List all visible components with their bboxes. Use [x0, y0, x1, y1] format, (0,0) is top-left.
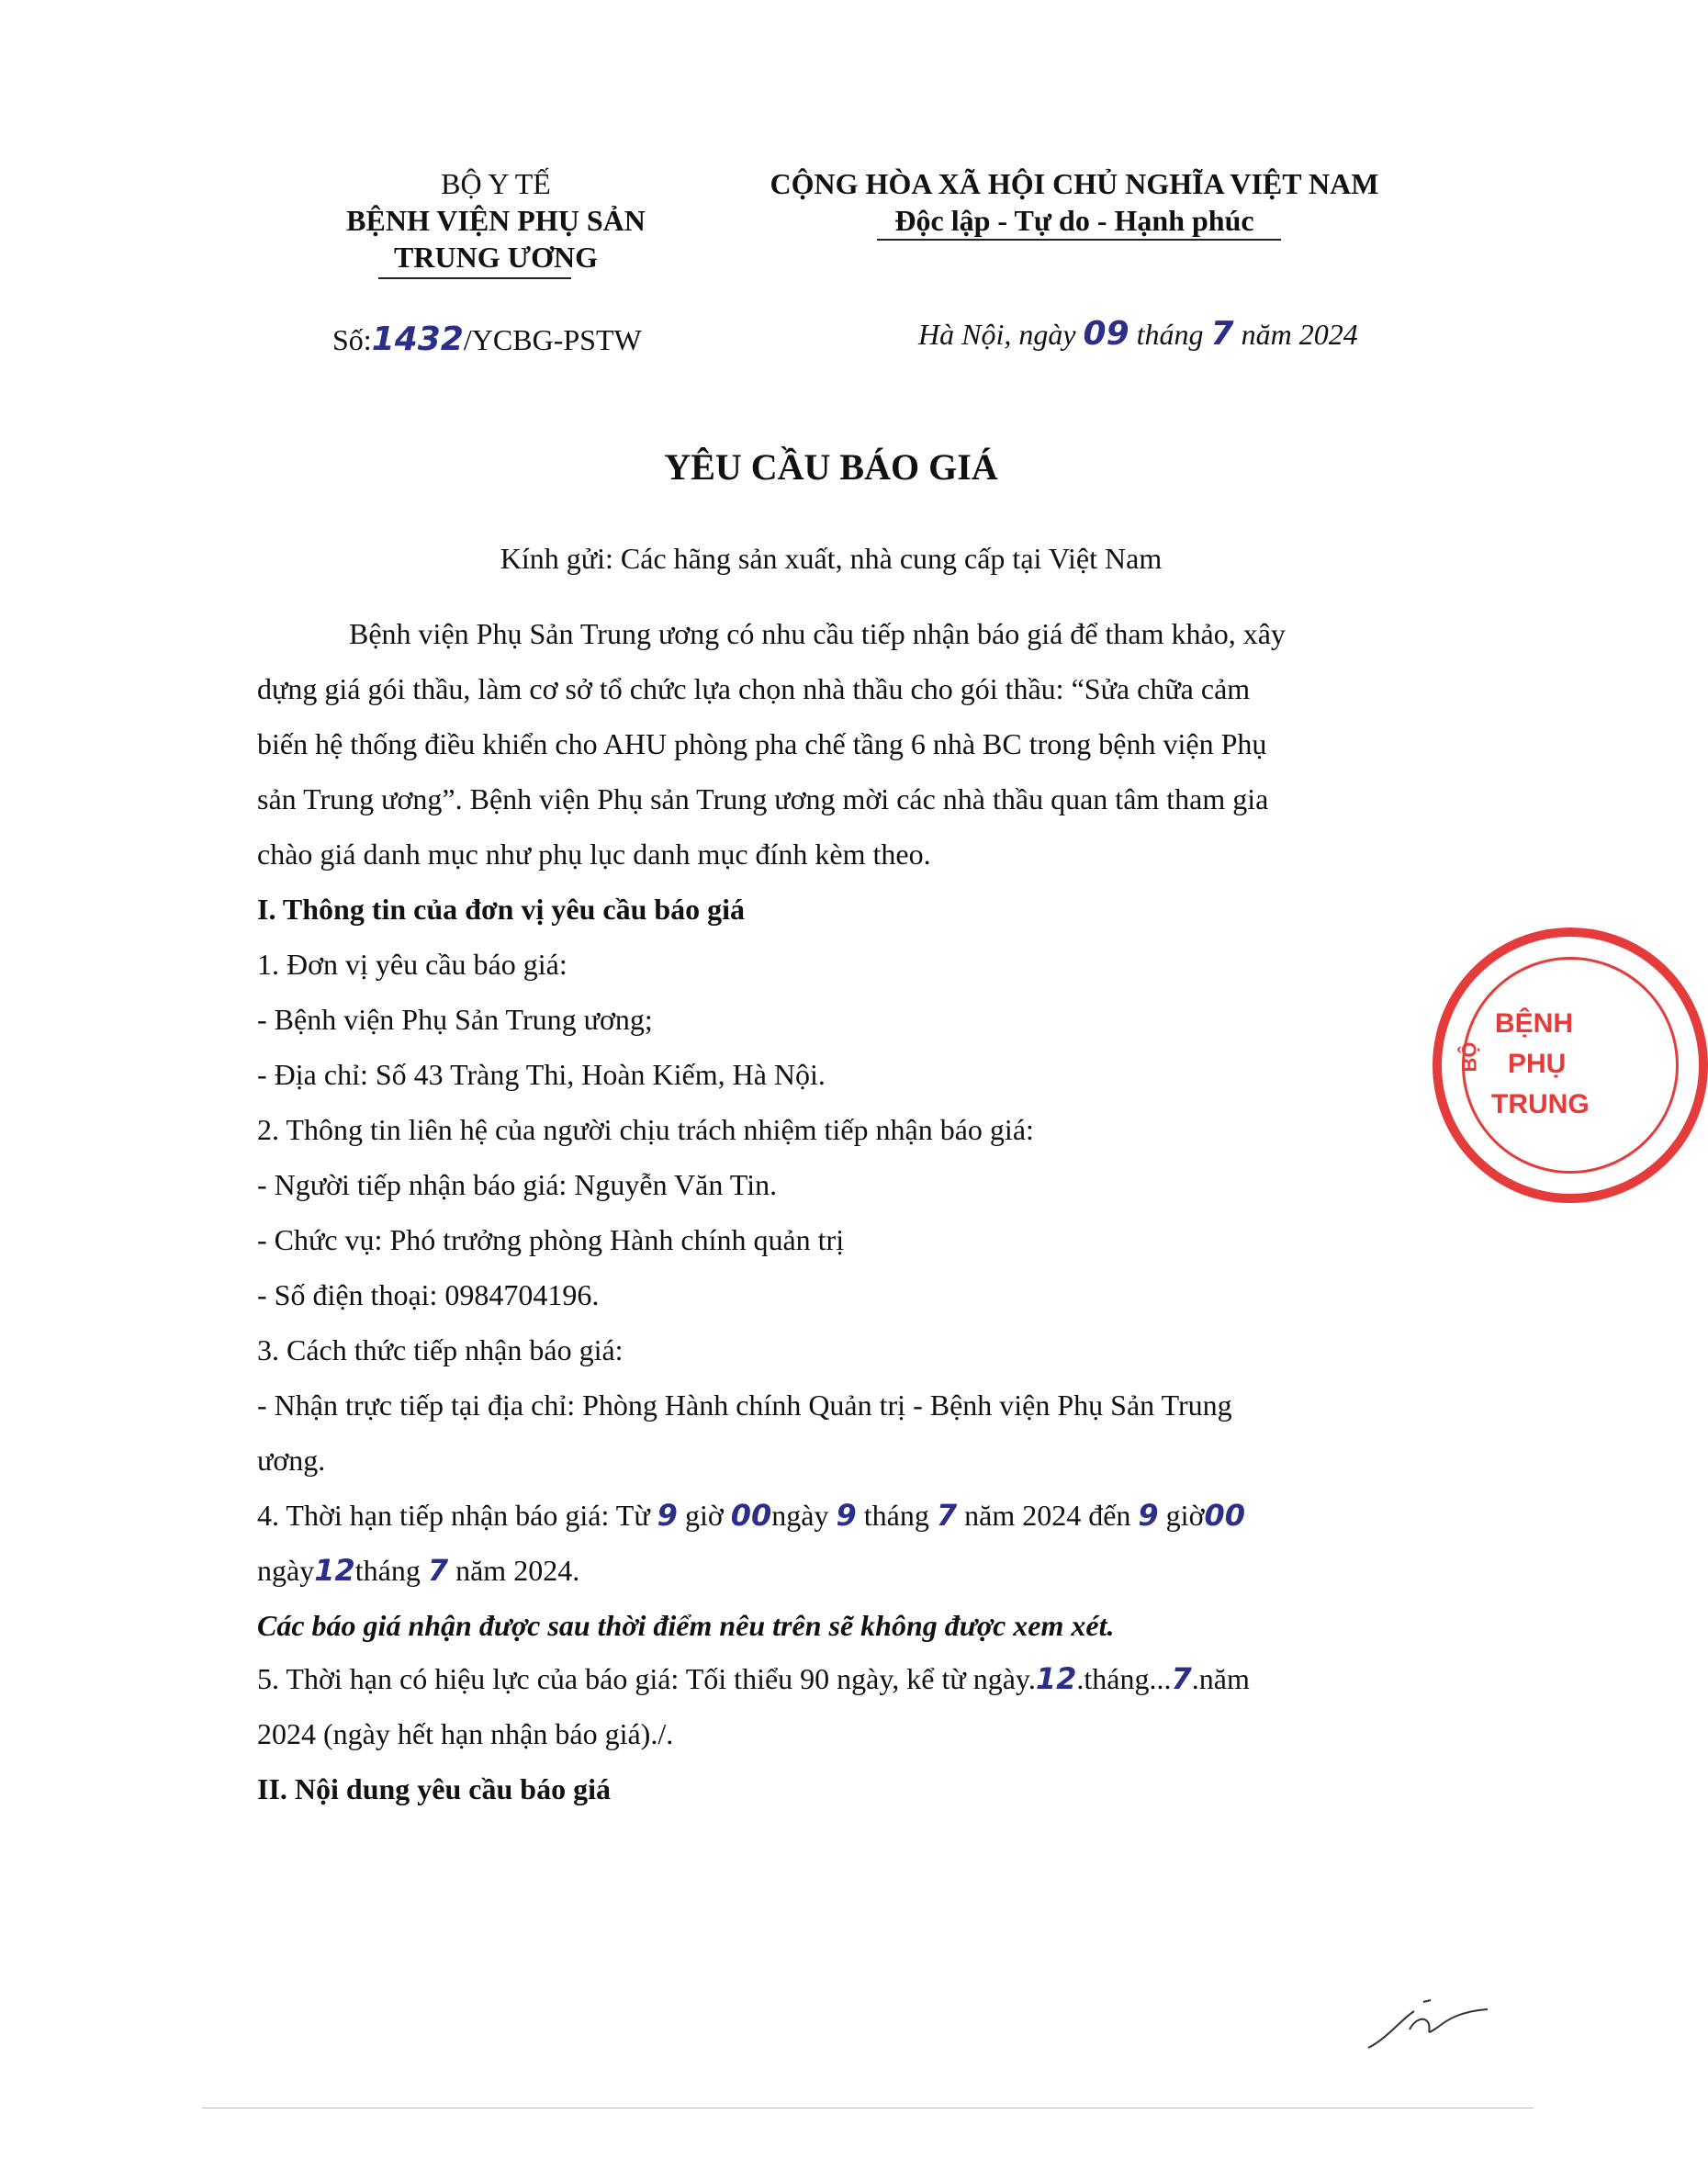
intro-line: biến hệ thống điều khiển cho AHU phòng pha chế tầng 6 nhà BC trong bệnh viện Phụ	[257, 727, 1267, 760]
hospital-stamp	[1433, 928, 1708, 1203]
handwritten-hour: 9	[657, 1498, 678, 1533]
validity-period-line2: 2024 (ngày hết hạn nhận báo giá)./.	[257, 1717, 674, 1750]
section1-line: 2. Thông tin liên hệ của người chịu trách nhiệm tiếp nhận báo giá:	[257, 1113, 1034, 1146]
national-motto: Độc lập - Tự do - Hạnh phúc	[894, 204, 1254, 237]
handwritten-month: 7	[936, 1498, 958, 1533]
handwritten-month: 7	[1171, 1661, 1192, 1696]
validity-period-line	[257, 1658, 1250, 1699]
date-year: năm 2024	[1233, 318, 1358, 351]
text: năm 2024 đến	[957, 1499, 1139, 1532]
section1-line: - Bệnh viện Phụ Sản Trung ương;	[257, 1003, 653, 1036]
text: .tháng...	[1076, 1662, 1172, 1695]
date-month-label: tháng	[1129, 318, 1211, 351]
recipient-line: Kính gửi: Các hãng sản xuất, nhà cung cấp tại Việt Nam	[500, 542, 1163, 575]
handwritten-month: 7	[427, 1553, 449, 1588]
section1-line: 1. Đơn vị yêu cầu báo giá:	[257, 948, 567, 981]
text: ngày	[257, 1554, 315, 1587]
stamp-text: BỆNH	[1495, 1008, 1574, 1039]
ministry-name: BỘ Y TẾ	[441, 167, 551, 200]
hospital-name-line1: BỆNH VIỆN PHỤ SẢN	[346, 204, 646, 237]
place-date	[918, 314, 1358, 354]
header-left-underline	[378, 277, 571, 279]
date-prefix: Hà Nội, ngày	[918, 318, 1084, 351]
text: ngày	[771, 1499, 837, 1532]
number-suffix: /YCBG-PSTW	[463, 323, 642, 356]
section1-line: 3. Cách thức tiếp nhận báo giá:	[257, 1333, 624, 1366]
handwritten-day: 9	[836, 1498, 857, 1533]
section1-line: - Địa chỉ: Số 43 Tràng Thi, Hoàn Kiếm, Hà Nội.	[257, 1058, 826, 1091]
section1-line: - Người tiếp nhận báo giá: Nguyễn Văn Tin.	[257, 1168, 778, 1201]
header-right-underline	[877, 239, 1281, 241]
section1-line: ương.	[257, 1444, 326, 1477]
receipt-period-line	[257, 1495, 1245, 1535]
section1-line: - Chức vụ: Phó trưởng phòng Hành chính quản trị	[257, 1223, 845, 1256]
text: 4. Thời hạn tiếp nhận báo giá: Từ	[257, 1499, 657, 1532]
section1-line: - Nhận trực tiếp tại địa chỉ: Phòng Hành chính Quản trị - Bệnh viện Phụ Sản Trung	[257, 1389, 1232, 1422]
initials-signature	[1359, 1984, 1497, 2057]
stamp-text: BỘ	[1457, 1041, 1481, 1073]
text: .năm	[1191, 1662, 1250, 1695]
handwritten-day: 12	[1035, 1661, 1077, 1696]
section1-line: - Số điện thoại: 0984704196.	[257, 1278, 600, 1311]
section2-heading: II. Nội dung yêu cầu báo giá	[257, 1772, 611, 1805]
text: tháng	[856, 1499, 937, 1532]
intro-line: sản Trung ương”. Bệnh viện Phụ sản Trung ương mời các nhà thầu quan tâm tham gia	[257, 782, 1269, 815]
country-name: CỘNG HÒA XÃ HỘI CHỦ NGHĨA VIỆT NAM	[770, 167, 1379, 200]
hospital-name-line2: TRUNG ƯƠNG	[394, 241, 598, 274]
handwritten-hour: 9	[1138, 1498, 1159, 1533]
late-submission-note: Các báo giá nhận được sau thời điểm nêu trên sẽ không được xem xét.	[257, 1609, 1115, 1642]
text: giờ	[1158, 1499, 1205, 1532]
handwritten-minute: 00	[1204, 1498, 1246, 1533]
document-title: YÊU CẦU BÁO GIÁ	[664, 446, 998, 488]
intro-line: chào giá danh mục như phụ lục danh mục đính kèm theo.	[257, 838, 931, 871]
document-number	[332, 320, 642, 360]
text: giờ	[677, 1499, 731, 1532]
intro-line: Bệnh viện Phụ Sản Trung ương có nhu cầu tiếp nhận báo giá để tham khảo, xây	[349, 617, 1286, 650]
handwritten-day: 12	[314, 1553, 355, 1588]
stamp-text: PHỤ	[1508, 1049, 1567, 1079]
handwritten-minute: 00	[730, 1498, 772, 1533]
stamp-text: TRUNG	[1491, 1089, 1590, 1119]
text: năm 2024.	[448, 1554, 580, 1587]
receipt-period-line2	[257, 1550, 579, 1591]
date-day: 09	[1083, 315, 1129, 353]
date-month: 7	[1210, 315, 1234, 353]
section1-heading: I. Thông tin của đơn vị yêu cầu báo giá	[257, 893, 746, 926]
number-handwritten: 1432	[371, 320, 464, 358]
intro-line: dựng giá gói thầu, làm cơ sở tổ chức lựa chọn nhà thầu cho gói thầu: “Sửa chữa cảm	[257, 672, 1251, 705]
number-prefix: Số:	[332, 323, 372, 356]
text: 5. Thời hạn có hiệu lực của báo giá: Tối thiểu 90 ngày, kể từ ngày.	[257, 1662, 1036, 1695]
text: tháng	[354, 1554, 428, 1587]
